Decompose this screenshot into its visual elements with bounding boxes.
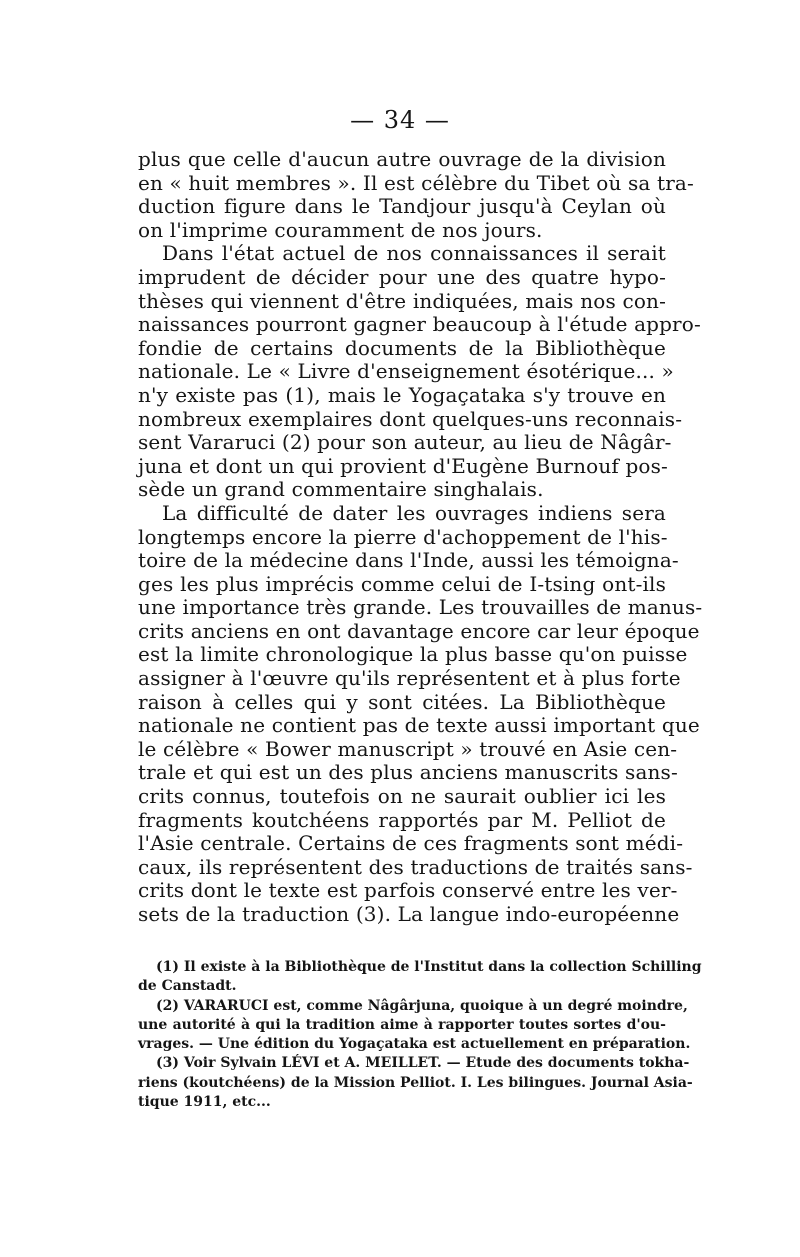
text-line: thèses qui viennent d'être indiquées, mais nos con- [138, 288, 666, 313]
text-line: plus que celle d'aucun autre ouvrage de la division [138, 147, 666, 171]
page-number: — 34 — [350, 106, 450, 134]
footnote-line: tique 1911, etc... [138, 1094, 271, 1111]
text-line: ges les plus imprécis comme celui de I-tsing ont-ils [138, 571, 666, 596]
text-line: naissances pourront gagner beaucoup à l'étude appro- [138, 312, 701, 337]
text-line: une importance très grande. Les trouvailles de manus- [138, 595, 703, 620]
text-line: sets de la traduction (3). La langue indo-européenne [138, 902, 680, 926]
text-line: duction figure dans le Tandjour jusqu'à Ceylan où [138, 194, 666, 219]
text-line: trale et qui est un des plus anciens manuscrits sans- [138, 760, 678, 785]
text-line: raison à celles qui y sont citées. La Bibliothèque [138, 689, 666, 714]
footnote-line: (3) Voir Sylvain LÉVI et A. MEILLET. — Etude des documents tokha- [156, 1055, 690, 1072]
footnotes [138, 958, 702, 1112]
footnote-line: riens (koutchéens) de la Mission Pelliot. I. Les bilingues. Journal Asia- [138, 1074, 693, 1091]
text-line: assigner à l'œuvre qu'ils représentent et à plus forte [138, 666, 681, 691]
footnote-line: (1) Il existe à la Bibliothèque de l'Institut dans la collection Schilling [156, 959, 702, 975]
text-line: fragments koutchéens rapportés par M. Pelliot de [138, 807, 666, 832]
text-line: nombreux exemplaires dont quelques-uns reconnais- [138, 406, 683, 431]
text-line: caux, ils représentent des traductions de traités sans- [138, 854, 693, 879]
footnote-line: une autorité à qui la tradition aime à rapporter toutes sortes d'ou- [138, 1016, 666, 1033]
text-line: crits anciens en ont davantage encore car leur époque [138, 618, 700, 643]
text-line: crits dont le texte est parfois conservé entre les ver- [138, 878, 678, 903]
text-line: le célèbre « Bower manuscript » trouvé en Asie cen- [138, 736, 678, 761]
text-line: sent Vararuci (2) pour son auteur, au lieu de Nâgâr- [138, 430, 672, 455]
text-line: La difficulté de dater les ouvrages indiens sera [162, 500, 666, 525]
text-line: est la limite chronologique la plus basse qu'on puisse [138, 642, 688, 667]
text-line: imprudent de décider pour une des quatre hypo- [138, 264, 666, 289]
text-line: longtemps encore la pierre d'achoppement de l'his- [138, 524, 668, 549]
text-line: crits connus, toutefois on ne saurait oublier ici les [138, 784, 666, 809]
text-line: toire de la médecine dans l'Inde, aussi les témoigna- [138, 548, 679, 573]
text-line: Dans l'état actuel de nos connaissances il serait [162, 241, 666, 266]
text-line: juna et dont un qui provient d'Eugène Burnouf pos- [138, 453, 668, 478]
footnote-line: de Canstadt. [138, 978, 237, 995]
body-text [138, 147, 703, 927]
text-line: fondie de certains documents de la Bibliothèque [138, 335, 666, 360]
text-line: nationale ne contient pas de texte aussi important que [138, 713, 700, 738]
text-line: sède un grand commentaire singhalais. [138, 477, 544, 502]
text-line: en « huit membres ». Il est célèbre du Tibet où sa tra- [138, 170, 694, 195]
footnote-line: vrages. — Une édition du Yogaçataka est actuellement en préparation. [138, 1036, 691, 1053]
text-line: l'Asie centrale. Certains de ces fragments sont médi- [138, 831, 684, 856]
footnote-line: (2) VARARUCI est, comme Nâgârjuna, quoique à un degré moindre, [156, 997, 688, 1014]
text-line: n'y existe pas (1), mais le Yogaçataka s'y trouve en [138, 382, 666, 407]
text-line: nationale. Le « Livre d'enseignement ésotérique... » [138, 359, 674, 384]
text-line: on l'imprime couramment de nos jours. [138, 217, 543, 242]
